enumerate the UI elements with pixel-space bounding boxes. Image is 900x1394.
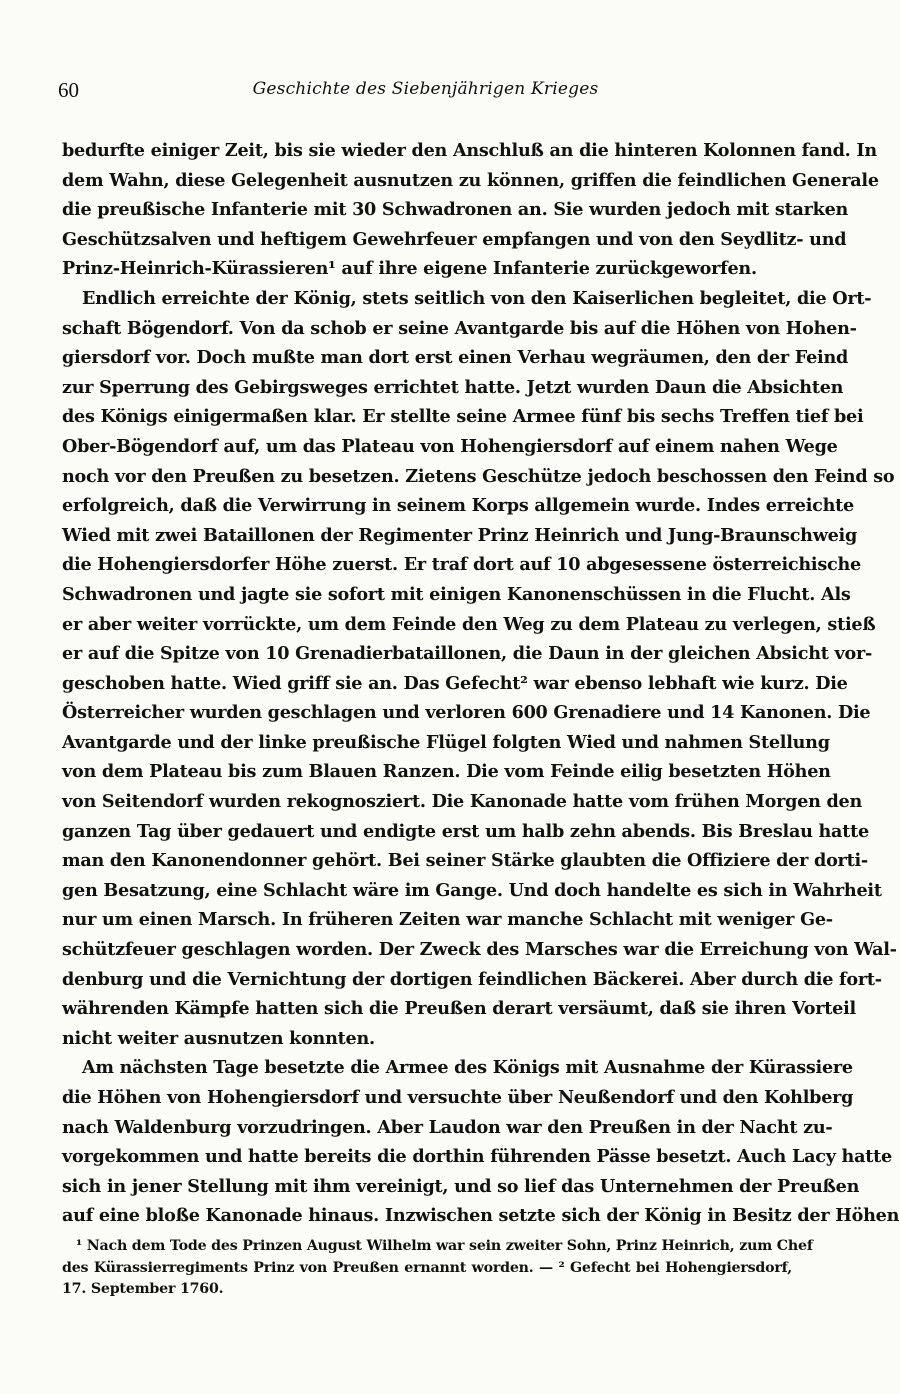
body-line: noch vor den Preußen zu besetzen. Zietens Geschütze jedoch beschossen den Feind so: [62, 465, 895, 487]
body-line: ganzen Tag über gedauert und endigte erst um halb zehn abends. Bis Breslau hatte: [62, 820, 869, 842]
body-line: nach Waldenburg vorzudringen. Aber Laudon war den Preußen in der Nacht zu-: [62, 1116, 833, 1138]
body-line: erfolgreich, daß die Verwirrung in seinem Korps allgemein wurde. Indes erreichte: [62, 495, 854, 517]
body-line: auf eine bloße Kanonade hinaus. Inzwischen setzte sich der König in Besitz der Höhen: [62, 1205, 900, 1227]
body-line: die Höhen von Hohengiersdorf und versuchte über Neußendorf und den Kohlberg: [62, 1087, 854, 1108]
body-line: geschoben hatte. Wied griff sie an. Das Gefecht² war ebenso lebhaft wie kurz. Die: [62, 672, 848, 694]
body-line: denburg und die Vernichtung der dortigen feindlichen Bäckerei. Aber durch die fort-: [62, 968, 882, 990]
body-line: Wied mit zwei Bataillonen der Regimenter Prinz Heinrich und Jung-Braunschweig: [62, 524, 858, 546]
body-line: Ober-Bögendorf auf, um das Plateau von Hohengiersdorf auf einem nahen Wege: [62, 435, 838, 457]
footnote-line: 17. September 1760.: [62, 1281, 224, 1297]
body-line: Avantgarde und der linke preußische Flügel folgten Wied und nahmen Stellung: [62, 731, 830, 753]
body-line: Geschützsalven und heftigem Gewehrfeuer empfangen und von den Seydlitz- und: [62, 228, 847, 250]
body-line: Am nächsten Tage besetzte die Armee des Königs mit Ausnahme der Kürassiere: [82, 1057, 853, 1079]
body-line: Österreicher wurden geschlagen und verloren 600 Grenadiere und 14 Kanonen. Die: [62, 702, 871, 724]
body-line: bedurfte einiger Zeit, bis sie wieder den Anschluß an die hinteren Kolonnen fand. In: [62, 140, 877, 161]
footnote-line: des Kürassierregiments Prinz von Preußen ernannt worden. — ² Gefecht bei Hohengiersdorf,: [62, 1259, 792, 1276]
body-line: er auf die Spitze von 10 Grenadierbataillonen, die Daun in der gleichen Absicht vor-: [62, 643, 873, 665]
body-line: giersdorf vor. Doch mußte man dort erst einen Verhau wegräumen, den der Feind: [62, 347, 849, 369]
body-line: schützfeuer geschlagen worden. Der Zweck des Marsches war die Erreichung von Wal-: [62, 939, 897, 961]
body-line: nur um einen Marsch. In früheren Zeiten war manche Schlacht mit weniger Ge-: [62, 909, 833, 931]
body-line: nicht weiter ausnutzen konnten.: [62, 1027, 375, 1049]
body-line: von Seitendorf wurden rekognosziert. Die Kanonade hatte vom frühen Morgen den: [62, 791, 863, 813]
body-line: dem Wahn, diese Gelegenheit ausnutzen zu können, griffen die feindlichen Generale: [62, 169, 879, 191]
body-line: er aber weiter vorrückte, um dem Feinde den Weg zu dem Plateau zu verlegen, stieß: [62, 613, 876, 635]
body-line: vorgekommen und hatte bereits die dorthin führenden Pässe besetzt. Auch Lacy hatte: [62, 1146, 892, 1168]
page-number: 60: [58, 78, 79, 102]
body-line: währenden Kämpfe hatten sich die Preußen derart versäumt, daß sie ihren Vorteil: [62, 998, 856, 1020]
body-line: schaft Bögendorf. Von da schob er seine Avantgarde bis auf die Höhen von Hohen-: [62, 317, 857, 339]
body-line: Prinz-Heinrich-Kürassieren¹ auf ihre eigene Infanterie zurückgeworfen.: [62, 258, 757, 280]
footnote-line: ¹ Nach dem Tode des Prinzen August Wilhelm war sein zweiter Sohn, Prinz Heinrich, zum Chef: [76, 1238, 813, 1254]
footnotes: [62, 1236, 813, 1301]
body-line: des Königs einigermaßen klar. Er stellte seine Armee fünf bis sechs Treffen tief bei: [62, 406, 864, 428]
body-line: man den Kanonendonner gehört. Bei seiner Stärke glaubten die Offiziere der dorti-: [62, 850, 868, 872]
body-line: die Hohengiersdorfer Höhe zuerst. Er traf dort auf 10 abgesessene österreichische: [62, 554, 861, 576]
body-text: [62, 136, 900, 1231]
body-line: die preußische Infanterie mit 30 Schwadronen an. Sie wurden jedoch mit starken: [62, 199, 849, 221]
body-line: Endlich erreichte der König, stets seitlich von den Kaiserlichen begleitet, die Ort-: [82, 287, 872, 309]
body-line: von dem Plateau bis zum Blauen Ranzen. Die vom Feinde eilig besetzten Höhen: [62, 761, 831, 783]
body-line: zur Sperrung des Gebirgsweges errichtet hatte. Jetzt wurden Daun die Absichten: [62, 376, 844, 398]
page-header: [58, 78, 793, 104]
running-head: Geschichte des Siebenjährigen Krieges: [252, 79, 599, 99]
body-line: gen Besatzung, eine Schlacht wäre im Gange. Und doch handelte es sich in Wahrheit: [62, 879, 882, 901]
body-line: sich in jener Stellung mit ihm vereinigt, und so lief das Unternehmen der Preußen: [62, 1175, 860, 1197]
body-line: Schwadronen und jagte sie sofort mit einigen Kanonenschüssen in die Flucht. Als: [62, 583, 851, 605]
